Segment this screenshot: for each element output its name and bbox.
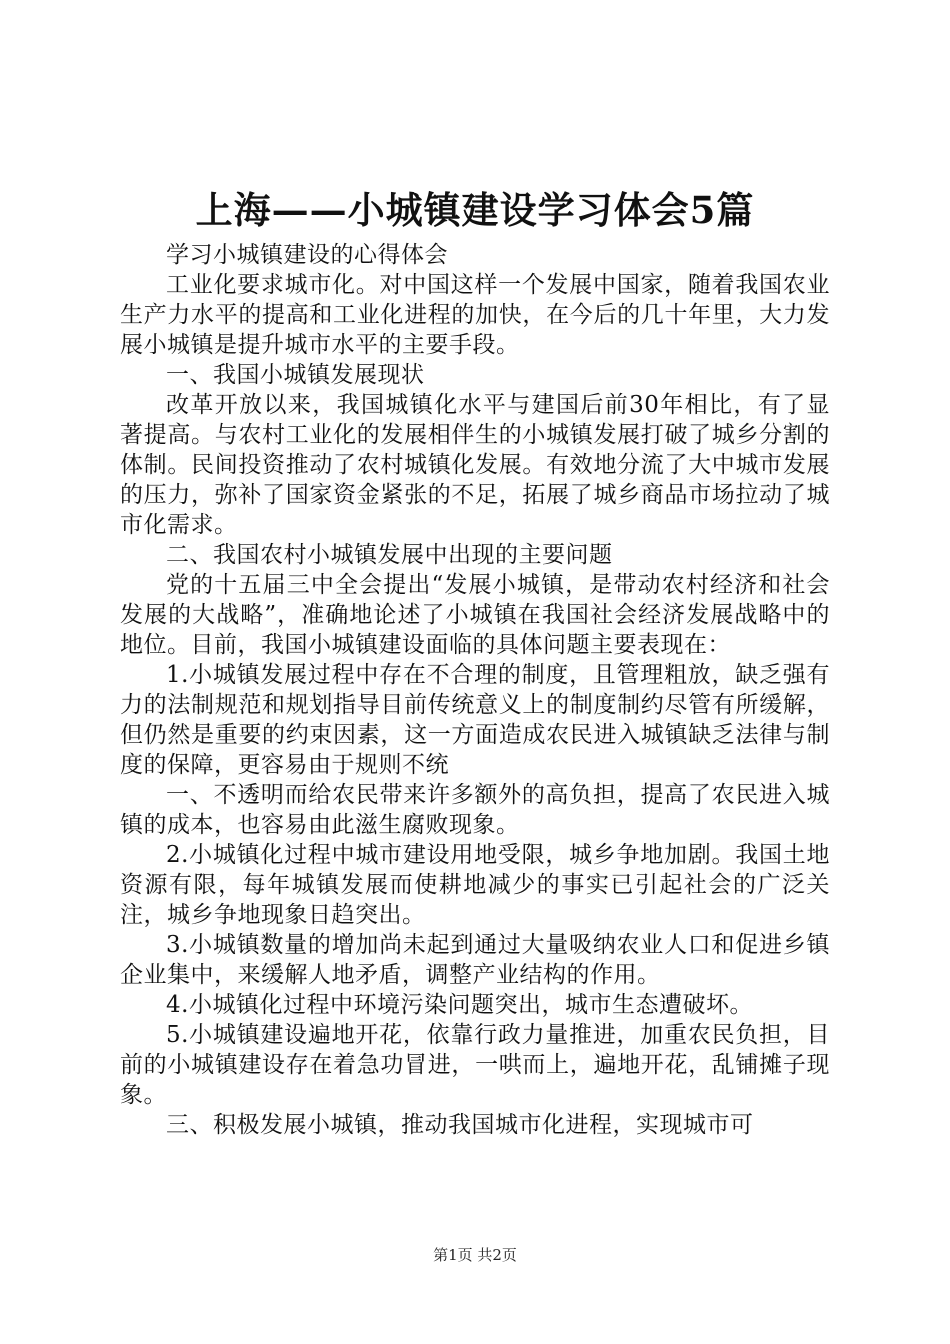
list-item: 3.小城镇数量的增加尚未起到通过大量吸纳农业人口和促进乡镇企业集中，来缓解人地矛盾，调整产业结构的作用。 — [120, 932, 830, 988]
list-item: 4.小城镇化过程中环境污染问题突出，城市生态遭破坏。 — [166, 992, 753, 1018]
page-footer: 第1页 共2页 — [433, 1246, 517, 1264]
paragraph: 工业化要求城市化。对中国这样一个发展中国家，随着我国农业生产力水平的提高和工业化进程的加快，在今后的几十年里，大力发展小城镇是提升城市水平的主要手段。 — [120, 272, 830, 358]
section-heading: 二、我国农村小城镇发展中出现的主要问题 — [166, 542, 613, 568]
paragraph: 学习小城镇建设的心得体会 — [166, 242, 448, 268]
list-item: 5.小城镇建设遍地开花，依靠行政力量推进，加重农民负担，目前的小城镇建设存在着急功冒进，一哄而上，遍地开花，乱铺摊子现象。 — [120, 1022, 830, 1108]
paragraph: 一、不透明而给农民带来许多额外的高负担，提高了农民进入城镇的成本，也容易由此滋生腐败现象。 — [120, 782, 830, 838]
list-item: 1.小城镇发展过程中存在不合理的制度，且管理粗放，缺乏强有力的法制规范和规划指导目前传统意义上的制度制约尽管有所缓解，但仍然是重要的约束因素，这一方面造成农民进入城镇缺乏法律与制度的保障，更容易由于规则不统 — [120, 662, 830, 778]
paragraph: 党的十五届三中全会提出“发展小城镇，是带动农村经济和社会发展的大战略”，准确地论述了小城镇在我国社会经济发展战略中的地位。目前，我国小城镇建设面临的具体问题主要表现在： — [120, 572, 830, 658]
section-heading: 三、积极发展小城镇，推动我国城市化进程，实现城市可 — [166, 1112, 754, 1138]
document-body — [120, 240, 830, 1140]
section-heading: 一、我国小城镇发展现状 — [166, 362, 425, 388]
paragraph: 改革开放以来，我国城镇化水平与建国后前30年相比，有了显著提高。与农村工业化的发展相伴生的小城镇发展打破了城乡分割的体制。民间投资推动了农村城镇化发展。有效地分流了大中城市发展的压力，弥补了国家资金紧张的不足，拓展了城乡商品市场拉动了城市化需求。 — [120, 392, 830, 538]
document-title: 上海——小城镇建设学习体会5篇 — [195, 188, 755, 232]
list-item: 2.小城镇化过程中城市建设用地受限，城乡争地加剧。我国土地资源有限，每年城镇发展而使耕地减少的事实已引起社会的广泛关注，城乡争地现象日趋突出。 — [120, 842, 830, 928]
